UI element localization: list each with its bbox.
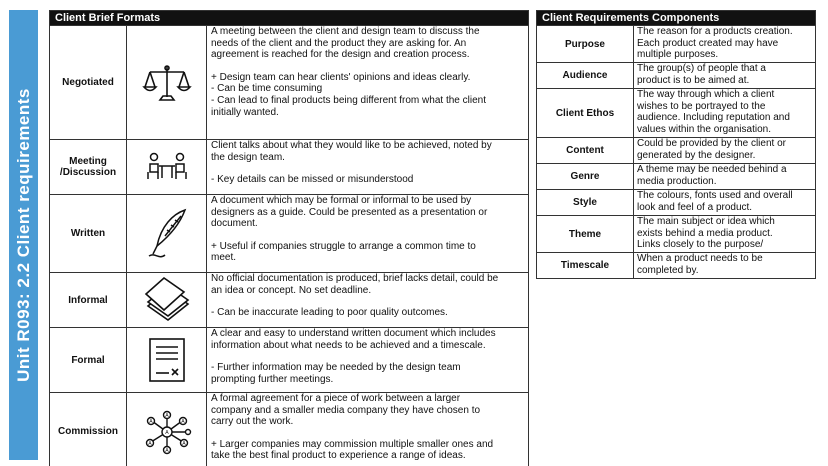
document-icon xyxy=(147,337,187,383)
format-name xyxy=(50,26,127,140)
desc-line: - Further information may be needed by the design team xyxy=(211,362,461,374)
desc-line: values within the organisation. xyxy=(637,123,771,135)
svg-text:A: A xyxy=(181,440,186,447)
left-table-header: Client Brief Formats xyxy=(50,11,529,26)
table-row xyxy=(537,216,816,253)
desc-line: media production. xyxy=(637,175,717,187)
component-description xyxy=(634,253,816,279)
client-brief-formats-table xyxy=(49,10,529,466)
scales-icon xyxy=(142,63,192,103)
format-name-line: Commission xyxy=(57,426,118,437)
table-row xyxy=(50,195,529,273)
table-row xyxy=(537,138,816,164)
desc-line: Client talks about what they would like to be achieved, noted by xyxy=(211,140,492,151)
format-name-line: Meeting xyxy=(69,156,107,167)
desc-line: an idea or concept. No set deadline. xyxy=(211,284,372,296)
component-name: Client Ethos xyxy=(537,89,634,138)
component-name: Timescale xyxy=(537,253,634,279)
table-row xyxy=(537,26,816,63)
sidebar-title: Unit R093: 2.2 Client requirements xyxy=(13,88,33,382)
client-requirements-components-table xyxy=(536,10,816,279)
desc-line: + Useful if companies struggle to arrange a common time to xyxy=(211,240,476,252)
table-row xyxy=(50,273,529,328)
desc-line: document. xyxy=(211,218,258,230)
desc-line: agreement is reached for the design and creation process. xyxy=(211,49,470,61)
desc-line: A clear and easy to understand written document which includes xyxy=(211,328,496,339)
table-row xyxy=(50,140,529,195)
papers-icon xyxy=(142,276,192,324)
sidebar-banner xyxy=(9,10,38,460)
desc-line: - Can be time consuming xyxy=(211,83,323,95)
desc-line: product is to be aimed at. xyxy=(637,74,750,86)
desc-line: carry out the work. xyxy=(211,416,294,428)
desc-line: prompting further meetings. xyxy=(211,373,334,385)
component-name: Audience xyxy=(537,63,634,89)
desc-line: needs of the client and the product they are asking for. An xyxy=(211,37,467,49)
format-name xyxy=(50,140,127,195)
desc-line: information about what needs to be achieved and a timescale. xyxy=(211,339,486,351)
component-description xyxy=(634,216,816,253)
component-description xyxy=(634,138,816,164)
table-row xyxy=(537,89,816,138)
component-description xyxy=(634,26,816,63)
desc-line: + Design team can hear clients' opinions and ideas clearly. xyxy=(211,71,471,83)
desc-line: The main subject or idea which xyxy=(637,216,775,227)
desc-line: Could be provided by the client or xyxy=(637,138,786,149)
component-name: Style xyxy=(537,190,634,216)
table-row xyxy=(50,393,529,466)
desc-line: exists behind a media product. xyxy=(637,227,773,239)
component-description xyxy=(634,89,816,138)
desc-line: company and a smaller media company they have chosen to xyxy=(211,404,481,416)
desc-line: The way through which a client xyxy=(637,89,775,100)
table-row xyxy=(537,164,816,190)
desc-line: A formal agreement for a piece of work between a larger xyxy=(211,393,461,404)
desc-line: A document which may be formal or informal to be used by xyxy=(211,195,472,206)
desc-line: The colours, fonts used and overall xyxy=(637,190,793,201)
format-name-line: Informal xyxy=(68,294,108,306)
desc-line: - Key details can be missed or misunderstood xyxy=(211,174,414,186)
format-name-line: /Discussion xyxy=(59,167,117,178)
svg-text:A: A xyxy=(164,412,169,419)
network-icon xyxy=(142,409,192,455)
component-name: Content xyxy=(537,138,634,164)
format-name xyxy=(50,393,127,466)
format-name-line: Written xyxy=(70,228,106,239)
format-name xyxy=(50,273,127,328)
desc-line: Links closely to the purpose/ xyxy=(637,239,764,251)
desc-line: wishes to be portrayed to the xyxy=(637,100,766,112)
format-description xyxy=(207,393,529,466)
desc-line: + Larger companies may commission multiple smaller ones and xyxy=(211,438,494,450)
desc-line: multiple purposes. xyxy=(637,49,719,61)
quill-icon xyxy=(145,208,189,260)
desc-line: the design team. xyxy=(211,151,285,163)
format-name-line: Formal xyxy=(71,354,105,366)
component-description xyxy=(634,190,816,216)
meeting-icon xyxy=(145,152,189,182)
desc-line: A meeting between the client and design team to discuss the xyxy=(211,26,480,37)
desc-line: No official documentation is produced, brief lacks detail, could be xyxy=(211,273,499,284)
svg-text:A: A xyxy=(147,440,152,447)
desc-line: The group(s) of people that a xyxy=(637,63,766,74)
format-description xyxy=(207,273,529,328)
table-row xyxy=(50,26,529,140)
desc-line: - Can lead to final products being different from what the client xyxy=(211,94,486,106)
desc-line: Each product created may have xyxy=(637,37,779,49)
desc-line: The reason for a products creation. xyxy=(637,26,793,37)
format-description xyxy=(207,26,529,140)
table-row xyxy=(537,190,816,216)
table-row xyxy=(50,328,529,393)
svg-text:A: A xyxy=(180,418,185,425)
table-row xyxy=(537,63,816,89)
desc-line: meet. xyxy=(211,252,237,264)
desc-line: initially wanted. xyxy=(211,106,279,118)
component-description xyxy=(634,164,816,190)
component-name: Theme xyxy=(537,216,634,253)
desc-line: - Can be inaccurate leading to poor quality outcomes. xyxy=(211,307,448,319)
component-name: Purpose xyxy=(537,26,634,63)
table-row xyxy=(537,253,816,279)
desc-line: When a product needs to be xyxy=(637,253,763,264)
desc-line: look and feel of a product. xyxy=(637,201,753,213)
desc-line: audience. Including reputation and xyxy=(637,112,790,124)
format-description xyxy=(207,195,529,273)
desc-line: generated by the designer. xyxy=(637,149,756,161)
component-description xyxy=(634,63,816,89)
format-name xyxy=(50,195,127,273)
desc-line: take the best final product to experience a range of ideas. xyxy=(211,450,466,462)
desc-line: designers as a guide. Could be presented as a presentation or xyxy=(211,206,488,218)
svg-text:A: A xyxy=(164,447,169,454)
desc-line: A theme may be needed behind a xyxy=(637,164,787,175)
format-name-line: Negotiated xyxy=(62,77,114,88)
component-name: Genre xyxy=(537,164,634,190)
svg-text:A: A xyxy=(164,429,169,436)
format-description xyxy=(207,140,529,195)
svg-text:A: A xyxy=(148,418,153,425)
format-name xyxy=(50,328,127,393)
format-description xyxy=(207,328,529,393)
desc-line: completed by. xyxy=(637,264,699,276)
right-table-header: Client Requirements Components xyxy=(537,11,816,26)
